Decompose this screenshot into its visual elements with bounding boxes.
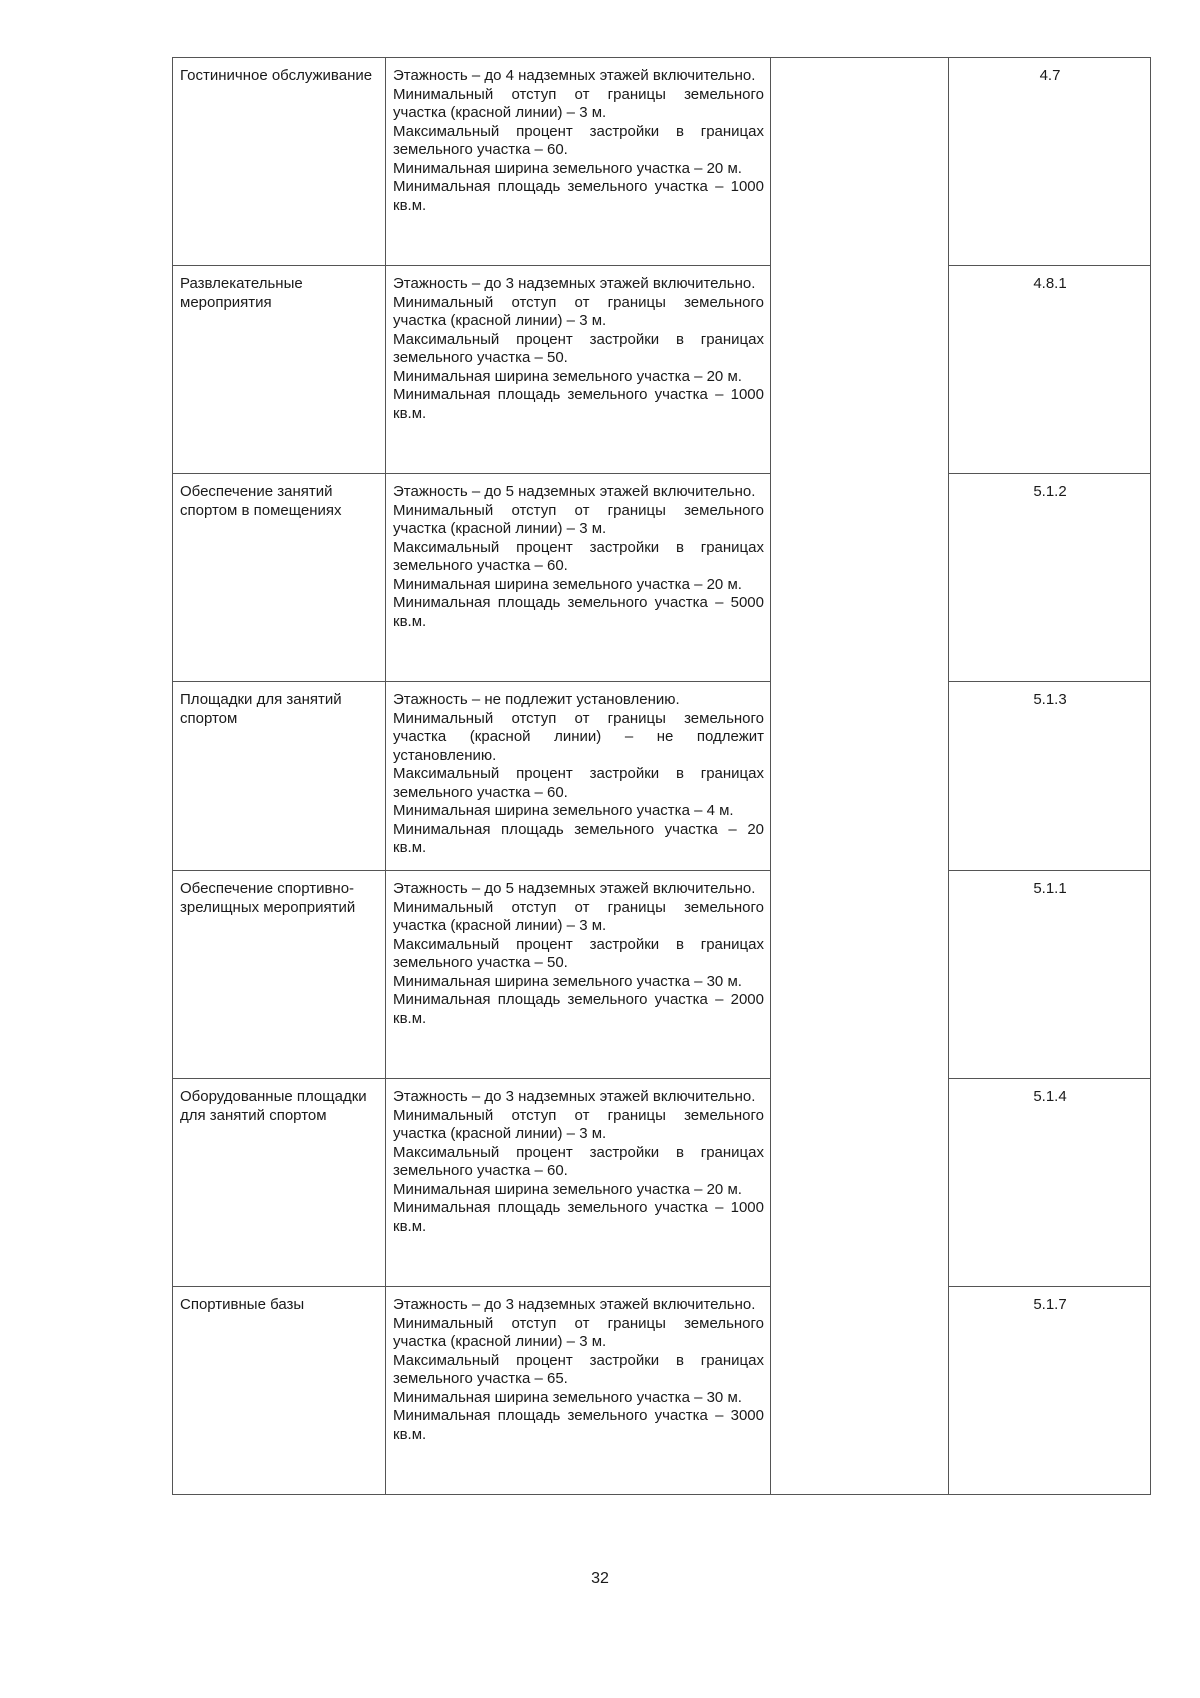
parameters-cell — [386, 1079, 771, 1287]
param-line: Минимальная ширина земельного участка – 30 м. — [393, 972, 742, 990]
param-line: Минимальный отступ от границы земельного участка (красной линии) – 3 м. — [393, 898, 764, 934]
empty-cell — [771, 1287, 949, 1495]
use-name-cell: Спортивные базы — [173, 1287, 386, 1495]
empty-cell — [771, 266, 949, 474]
param-line: Минимальная площадь земельного участка – 5000 кв.м. — [393, 594, 764, 630]
table-row — [173, 1287, 1151, 1495]
table-body — [173, 58, 1151, 1495]
code-cell: 5.1.4 — [949, 1079, 1151, 1287]
param-line: Минимальная ширина земельного участка – 20 м. — [393, 159, 742, 177]
parameters-cell — [386, 474, 771, 682]
empty-cell — [771, 58, 949, 266]
param-line: Этажность – до 5 надземных этажей включительно. — [393, 880, 756, 897]
param-line: Максимальный процент застройки в границах земельного участка – 60. — [393, 538, 764, 574]
empty-cell — [771, 871, 949, 1079]
param-line: Минимальный отступ от границы земельного участка (красной линии) – 3 м. — [393, 501, 764, 537]
param-line: Минимальный отступ от границы земельного участка (красной линии) – 3 м. — [393, 85, 764, 121]
land-use-table — [172, 57, 1151, 1495]
param-line: Минимальная площадь земельного участка – 2000 кв.м. — [393, 991, 764, 1027]
code-cell: 5.1.1 — [949, 871, 1151, 1079]
table-row — [173, 58, 1151, 266]
param-line: Этажность – не подлежит установлению. — [393, 691, 680, 708]
param-line: Минимальная площадь земельного участка – 1000 кв.м. — [393, 1199, 764, 1235]
param-line: Максимальный процент застройки в границах земельного участка – 60. — [393, 765, 764, 801]
param-line: Минимальный отступ от границы земельного участка (красной линии) – 3 м. — [393, 1106, 764, 1142]
parameters-cell — [386, 1287, 771, 1495]
empty-cell — [771, 474, 949, 682]
code-cell: 4.7 — [949, 58, 1151, 266]
use-name-cell: Гостиничное обслуживание — [173, 58, 386, 266]
code-cell: 5.1.7 — [949, 1287, 1151, 1495]
param-line: Максимальный процент застройки в границах земельного участка – 50. — [393, 330, 764, 366]
param-line: Минимальная ширина земельного участка – 4 м. — [393, 802, 734, 819]
use-name-cell: Площадки для занятий спортом — [173, 682, 386, 871]
empty-cell — [771, 1079, 949, 1287]
param-line: Максимальный процент застройки в границах земельного участка – 60. — [393, 1143, 764, 1179]
param-line: Этажность – до 5 надземных этажей включительно. — [393, 483, 756, 500]
param-line: Минимальная площадь земельного участка – 20 кв.м. — [393, 820, 764, 856]
param-line: Максимальный процент застройки в границах земельного участка – 60. — [393, 122, 764, 158]
page-number: 32 — [591, 1570, 609, 1587]
use-name-cell: Развлекательные мероприятия — [173, 266, 386, 474]
param-line: Максимальный процент застройки в границах земельного участка – 65. — [393, 1351, 764, 1387]
parameters-cell — [386, 871, 771, 1079]
code-cell: 5.1.2 — [949, 474, 1151, 682]
param-line: Минимальный отступ от границы земельного участка (красной линии) – 3 м. — [393, 293, 764, 329]
parameters-cell — [386, 682, 771, 871]
table-row — [173, 871, 1151, 1079]
table-row — [173, 266, 1151, 474]
param-line: Минимальная площадь земельного участка – 1000 кв.м. — [393, 178, 764, 214]
code-cell: 4.8.1 — [949, 266, 1151, 474]
param-line: Этажность – до 4 надземных этажей включительно. — [393, 67, 756, 84]
param-line: Минимальная площадь земельного участка – 3000 кв.м. — [393, 1407, 764, 1443]
use-name-cell: Обеспечение занятий спортом в помещениях — [173, 474, 386, 682]
code-cell: 5.1.3 — [949, 682, 1151, 871]
table-row — [173, 682, 1151, 871]
param-line: Этажность – до 3 надземных этажей включительно. — [393, 275, 756, 292]
param-line: Минимальная ширина земельного участка – 30 м. — [393, 1388, 742, 1406]
use-name-cell: Оборудованные площадки для занятий спортом — [173, 1079, 386, 1287]
param-line: Минимальный отступ от границы земельного участка (красной линии) – 3 м. — [393, 1314, 764, 1350]
param-line: Минимальный отступ от границы земельного участка (красной линии) – не подлежит установлению. — [393, 709, 764, 764]
table-row — [173, 474, 1151, 682]
param-line: Минимальная площадь земельного участка – 1000 кв.м. — [393, 386, 764, 422]
table-row — [173, 1079, 1151, 1287]
empty-cell — [771, 682, 949, 871]
param-line: Минимальная ширина земельного участка – 20 м. — [393, 1180, 742, 1198]
use-name-cell: Обеспечение спортивно-зрелищных мероприятий — [173, 871, 386, 1079]
param-line: Минимальная ширина земельного участка – 20 м. — [393, 367, 742, 385]
parameters-cell — [386, 266, 771, 474]
param-line: Минимальная ширина земельного участка – 20 м. — [393, 575, 742, 593]
param-line: Максимальный процент застройки в границах земельного участка – 50. — [393, 935, 764, 971]
parameters-cell — [386, 58, 771, 266]
param-line: Этажность – до 3 надземных этажей включительно. — [393, 1296, 756, 1313]
param-line: Этажность – до 3 надземных этажей включительно. — [393, 1088, 756, 1105]
